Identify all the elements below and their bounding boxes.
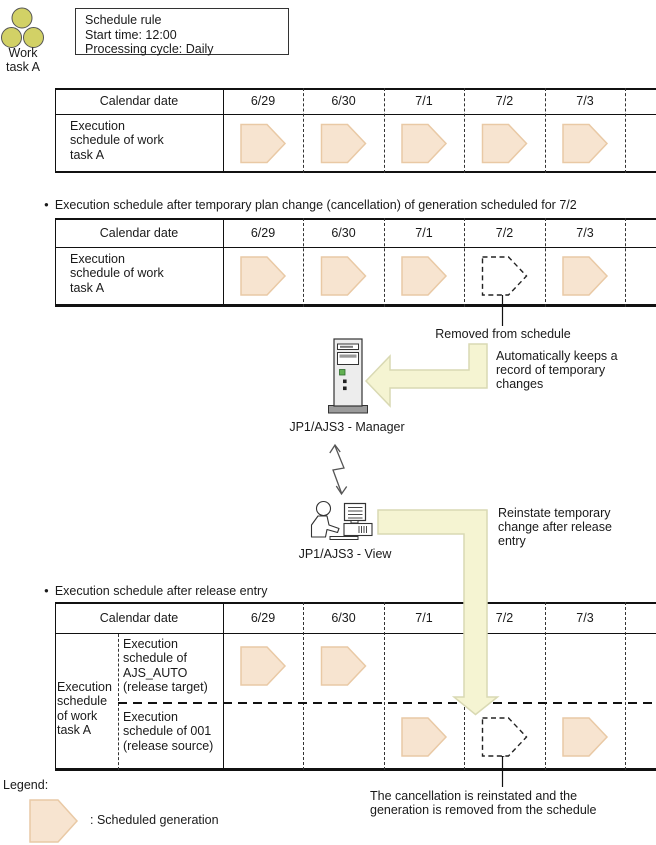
bullet-icon: ● bbox=[44, 199, 49, 209]
t1-date: 6/30 bbox=[331, 94, 356, 108]
view-label: JP1/AJS3 - View bbox=[298, 546, 392, 561]
scheduled-generation-marker bbox=[322, 647, 366, 685]
t3-target-row-label: Execution schedule of AJS_AUTO (release target) bbox=[123, 637, 208, 695]
scheduled-generation-marker bbox=[241, 257, 285, 295]
schedule-rule-line: Processing cycle: Daily bbox=[85, 42, 214, 57]
t1-date: 7/2 bbox=[495, 94, 514, 108]
scheduled-generation-marker bbox=[241, 647, 285, 685]
t2-date: 6/30 bbox=[331, 225, 356, 240]
t3-date: 7/1 bbox=[415, 610, 433, 625]
t3-outer-row-label: Execution schedule of work task A bbox=[57, 680, 112, 738]
auto-record-label: Automatically keeps a record of temporary changes bbox=[496, 348, 618, 392]
scheduled-generation-marker bbox=[483, 125, 527, 163]
generation-markers bbox=[241, 125, 607, 757]
work-task-label: Work task A bbox=[5, 46, 41, 75]
t1-row-label: Execution schedule of work task A bbox=[70, 119, 164, 162]
scheduled-generation-marker bbox=[563, 125, 607, 163]
cancelled-generation-marker bbox=[483, 718, 527, 756]
t2-date: 7/2 bbox=[495, 225, 514, 240]
t3-date: 6/30 bbox=[331, 610, 356, 625]
scheduled-generation-marker bbox=[402, 125, 446, 163]
t1-date: 6/29 bbox=[250, 94, 276, 108]
manager-label: JP1/AJS3 - Manager bbox=[289, 419, 405, 434]
reinstate-arrow bbox=[378, 510, 498, 715]
t3-date: 7/2 bbox=[495, 610, 514, 625]
t1-date: 7/3 bbox=[576, 94, 594, 108]
cancel-reinstated-label: The cancellation is reinstated and the generation is removed from the schedule bbox=[370, 788, 597, 817]
legend-title: Legend: bbox=[3, 777, 49, 792]
scheduled-generation-marker bbox=[563, 718, 607, 756]
cancelled-generation-marker bbox=[483, 257, 527, 295]
t1-header-calendar-date: Calendar date bbox=[99, 94, 179, 108]
zigzag-double-arrow-icon bbox=[330, 445, 347, 494]
t3-date: 6/29 bbox=[250, 610, 276, 625]
t3-header-calendar-date: Calendar date bbox=[99, 610, 179, 625]
server-tower-icon bbox=[329, 339, 368, 413]
scheduled-generation-marker bbox=[402, 718, 446, 756]
t2-date: 7/1 bbox=[415, 225, 433, 240]
legend-entry-label: : Scheduled generation bbox=[90, 812, 219, 827]
user-at-computer-icon bbox=[312, 502, 373, 540]
scheduled-generation-marker bbox=[322, 257, 366, 295]
t1-date: 7/1 bbox=[415, 94, 433, 108]
reinstate-label: Reinstate temporary change after release entry bbox=[498, 505, 612, 549]
t3-source-row-label: Execution schedule of 001 (release source) bbox=[123, 710, 214, 753]
t2-header-calendar-date: Calendar date bbox=[99, 225, 179, 240]
record-arrow bbox=[366, 344, 487, 406]
three-circles-work-task-icon bbox=[2, 8, 44, 48]
bullet-icon: ● bbox=[44, 585, 49, 595]
scheduled-generation-marker bbox=[563, 257, 607, 295]
scheduled-generation-marker bbox=[322, 125, 366, 163]
section-heading-release-entry: ● Execution schedule after release entry bbox=[44, 583, 268, 598]
scheduled-generation-marker bbox=[402, 257, 446, 295]
schedule-rule-line: Schedule rule bbox=[85, 13, 162, 27]
legend-generation-icon bbox=[30, 800, 77, 842]
section-heading-temp-change: ● Execution schedule after temporary plan change (cancellation) of generation scheduled for 7/2 bbox=[44, 197, 577, 212]
scheduled-generation-marker bbox=[241, 125, 285, 163]
removed-from-schedule-label: Removed from schedule bbox=[435, 327, 571, 341]
t3-date: 7/3 bbox=[576, 610, 594, 625]
schedule-rule-line: Start time: 12:00 bbox=[85, 27, 177, 42]
t2-row-label: Execution schedule of work task A bbox=[70, 252, 164, 295]
t2-date: 7/3 bbox=[576, 225, 594, 240]
t2-date: 6/29 bbox=[250, 225, 276, 240]
